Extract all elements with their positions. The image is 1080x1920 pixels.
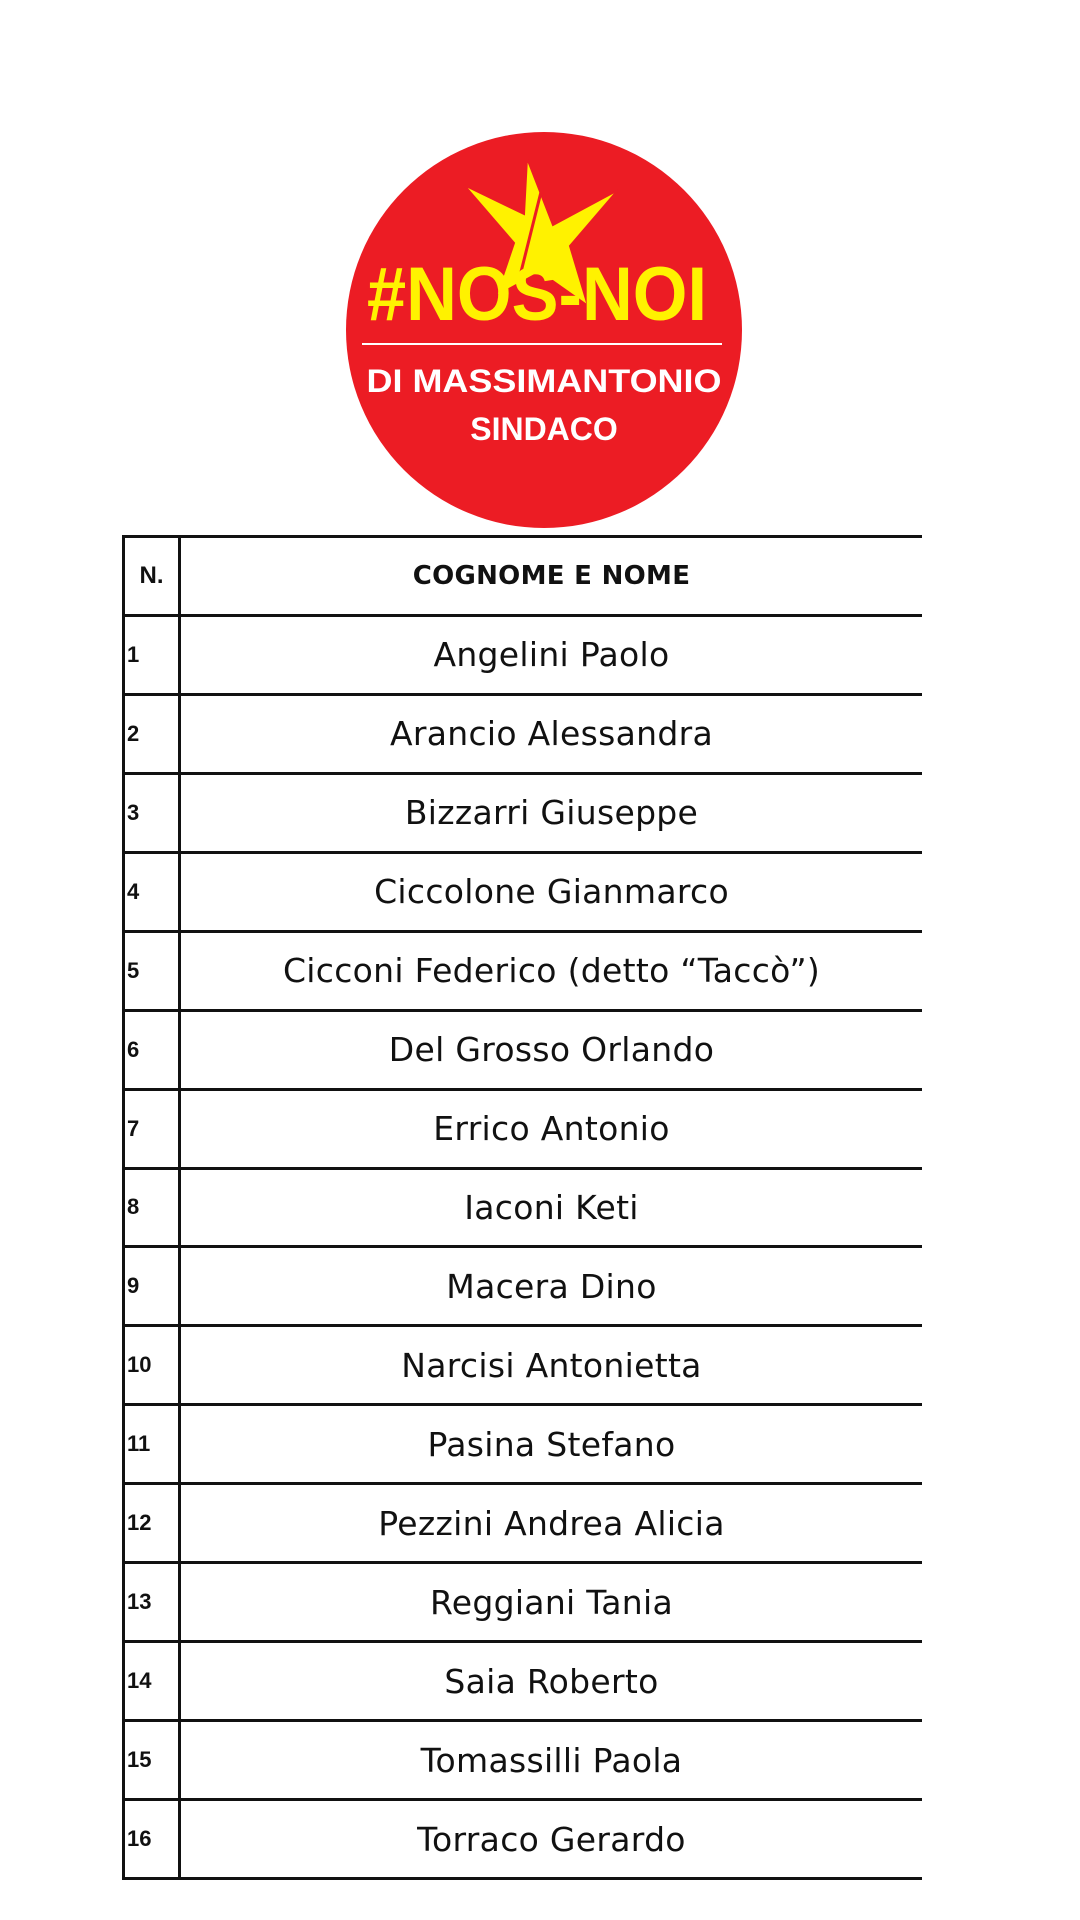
row-number: 8: [125, 1170, 181, 1249]
row-number: 7: [125, 1091, 181, 1170]
row-number: 16: [125, 1801, 181, 1880]
row-number: 10: [125, 1327, 181, 1406]
logo-title: #NOS-NOI: [367, 252, 707, 337]
row-number: 3: [125, 775, 181, 854]
candidate-name: Bizzarri Giuseppe: [181, 775, 922, 854]
candidate-name: Tomassilli Paola: [181, 1722, 922, 1801]
row-number: 1: [125, 617, 181, 696]
party-logo: [344, 130, 744, 530]
row-number: 5: [125, 933, 181, 1012]
row-number: 6: [125, 1012, 181, 1091]
candidate-name: Macera Dino: [181, 1248, 922, 1327]
row-number: 2: [125, 696, 181, 775]
candidate-name: Errico Antonio: [181, 1091, 922, 1170]
candidate-name: Reggiani Tania: [181, 1564, 922, 1643]
header-name: COGNOME E NOME: [181, 538, 922, 617]
row-number: 12: [125, 1485, 181, 1564]
logo-subtitle-line1: DI MASSIMANTONIO: [366, 363, 722, 399]
candidate-name: Del Grosso Orlando: [181, 1012, 922, 1091]
header-number: N.: [125, 538, 181, 617]
candidate-name: Pasina Stefano: [181, 1406, 922, 1485]
candidate-name: Cicconi Federico (detto “Taccò”): [181, 933, 922, 1012]
candidate-name: Pezzini Andrea Alicia: [181, 1485, 922, 1564]
row-number: 15: [125, 1722, 181, 1801]
row-number: 14: [125, 1643, 181, 1722]
candidate-name: Saia Roberto: [181, 1643, 922, 1722]
candidate-name: Narcisi Antonietta: [181, 1327, 922, 1406]
row-number: 13: [125, 1564, 181, 1643]
logo-subtitle-line2: SINDACO: [470, 411, 618, 447]
candidate-name: Torraco Gerardo: [181, 1801, 922, 1880]
candidate-name: Iaconi Keti: [181, 1170, 922, 1249]
candidate-name: Arancio Alessandra: [181, 696, 922, 775]
candidate-name: Ciccolone Gianmarco: [181, 854, 922, 933]
candidate-name: Angelini Paolo: [181, 617, 922, 696]
candidate-table: [122, 535, 922, 1880]
row-number: 11: [125, 1406, 181, 1485]
row-number: 9: [125, 1248, 181, 1327]
row-number: 4: [125, 854, 181, 933]
